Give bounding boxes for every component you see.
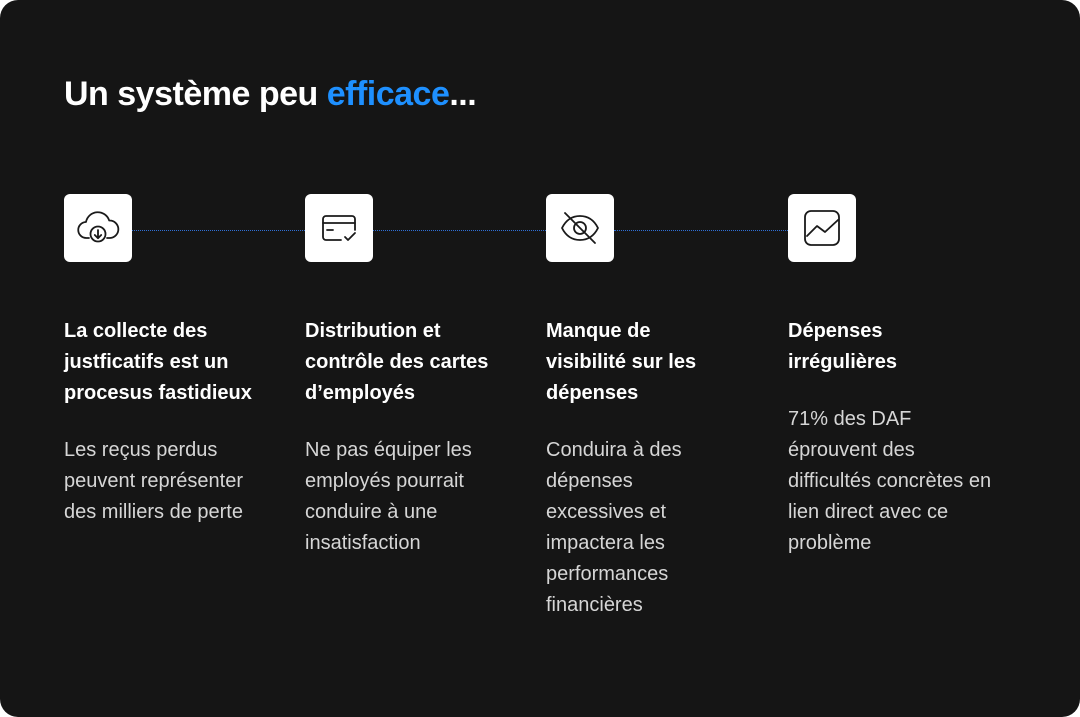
column-title: Distribution et contrôle des cartes d’employés <box>305 320 489 404</box>
column-description: 71% des DAF éprouvent des difficultés concrètes en lien direct avec ce problème <box>788 408 992 554</box>
credit-card-check-icon <box>315 204 363 252</box>
column-description: Les reçus perdus peuvent représenter des milliers de perte <box>64 439 244 523</box>
column-irregular-spending <box>788 316 1000 559</box>
cloud-download-icon <box>74 204 122 252</box>
cloud-download-icon-box <box>64 194 132 262</box>
line-chart-icon-box <box>788 194 856 262</box>
title-accent: efficace <box>326 75 450 113</box>
column-title: La collecte des justficatifs est un procesus fastidieux <box>64 320 252 404</box>
credit-card-icon-box <box>305 194 373 262</box>
connector-line <box>614 230 788 231</box>
connector-line <box>373 230 546 231</box>
column-employee-cards <box>305 316 510 559</box>
connector-line <box>132 230 305 231</box>
column-description: Ne pas équiper les employés pourrait conduire à une insatisfaction <box>305 439 472 554</box>
column-visibility <box>546 316 726 621</box>
eye-off-icon-box <box>546 194 614 262</box>
column-title: Dépenses irrégulières <box>788 320 897 373</box>
title-prefix: Un système peu <box>64 75 327 113</box>
title-suffix: ... <box>449 75 477 113</box>
line-chart-icon <box>798 204 846 252</box>
column-description: Conduira à des dépenses excessives et impactera les performances financières <box>546 439 682 616</box>
column-receipts <box>64 316 279 528</box>
column-title: Manque de visibilité sur les dépenses <box>546 320 697 404</box>
eye-off-icon <box>556 204 604 252</box>
page-title <box>64 72 476 116</box>
